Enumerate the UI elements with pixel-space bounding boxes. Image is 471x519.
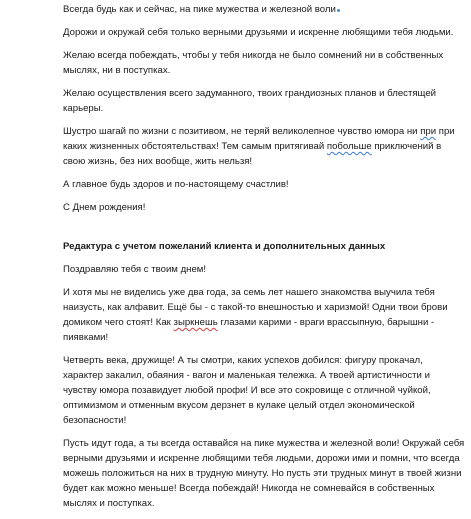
paragraph-5-part-e: приключений в свою жизнь, без них вообще, жить нельзя! [63,141,442,167]
section-heading: Редактура с учетом пожеланий клиента и дополнительных данных [63,241,386,252]
paragraph-1 [63,2,465,17]
edited-paragraph-3: Четверть века, дружище! А ты смотри, каких успехов добился: фигуру прокачал, характер закалил, обаяния - вагон и маленькая тележка. А твоей артистичности и чувству юмора позавидует любой профи! И все это сокровище с отличной чуйкой, оптимизмом и отменным вкусом дерзнет в кулаке целый отдел экономической безопасности! [63,355,431,426]
paragraph-4-text: Желаю осуществления всего задуманного, твоих грандиозных планов и блестящей карьеры. [63,88,437,114]
grammar-flag-word[interactable]: при [420,126,437,137]
paragraph-7: С Днем рождения! [63,202,146,213]
paragraph-4 [63,86,465,116]
paragraph-1-text: Всегда будь как и сейчас, на пике мужества и железной воли [63,4,336,15]
correction-marker-icon [337,9,340,12]
edited-paragraph-2-part-c: глазами карими - враги врассыпную, барышни - пиявками! [63,317,435,343]
edited-paragraph-1: Поздравляю тебя с твоим днем! [63,264,207,275]
spelling-error-word[interactable]: зыркнешь [173,317,218,328]
paragraph-5-part-a: Шустро шагай по жизни с позитивом, не теряй великолепное чувство юмора ни [63,126,421,137]
document-body[interactable] [63,2,465,519]
paragraph-5 [63,124,465,169]
paragraph-3: Желаю всегда побеждать, чтобы у тебя никогда не было сомнений ни в собственных мыслях, ни в поступках. [63,50,444,76]
grammar-flag-word-2[interactable]: побольше [326,141,372,152]
edited-paragraph-2 [63,285,465,345]
paragraph-2: Дорожи и окружай себя только верными друзьями и искренне любящими тебя людьми. [63,27,454,38]
blank-line [63,223,465,239]
paragraph-6: А главное будь здоров и по-настоящему счастлив! [63,179,289,190]
paragraph-5-part-c: при каких жизненных обстоятельствах! Тем самым притягивай [63,126,455,152]
edited-paragraph-2-part-a: И хотя мы не виделись уже два года, за семь лет нашего знакомства выучила тебя наизусть, как алфавит. Ещё бы - с такой-то внешностью и харизмой! Одни твои брови домиком чего стоят! Как [63,287,448,328]
edited-paragraph-4: Пусть идут года, а ты всегда оставайся на пике мужества и железной воли! Окружай себя верными друзьями и искренне любящими тебя людьми, дорожи ими и помни, что всегда можешь положиться на них в трудную минуту. Но пусть эти трудных минут в твоей жизни будет как можно меньше! Всегда побеждай! Никогда не сомневайся в собственных мыслях и поступках. [63,438,465,509]
